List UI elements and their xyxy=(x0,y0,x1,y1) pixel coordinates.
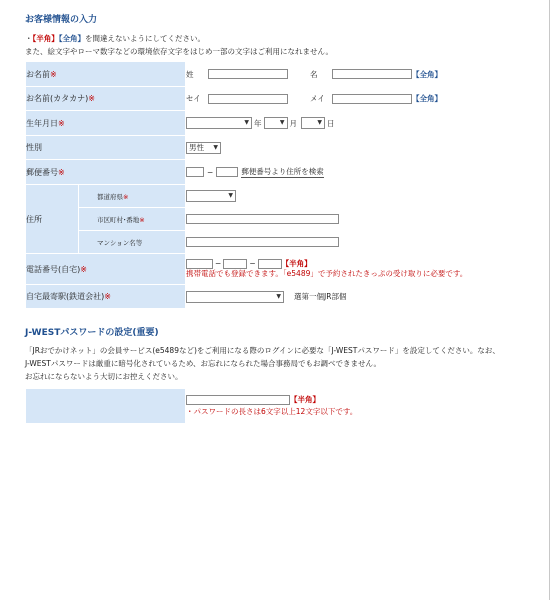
chevron-down-icon: ▼ xyxy=(244,119,250,126)
required-mark: ※ xyxy=(123,192,129,201)
required-mark: ※ xyxy=(139,215,145,224)
postal-search-button[interactable]: 郵便番号より住所を検索 xyxy=(241,167,324,176)
chevron-down-icon: ▼ xyxy=(213,143,219,151)
birth-year-select[interactable] xyxy=(186,117,252,129)
notice-line2-text: また、絵文字やローマ数字などの環境依存文字をはじめ一部の文字はご利用になれません。 xyxy=(25,47,333,56)
mei-kana-label: メイ xyxy=(310,94,325,103)
label-city: 市区町村･番地※ xyxy=(79,208,186,231)
row-prefecture xyxy=(26,185,525,208)
label-postal: 郵便番号※ xyxy=(26,160,186,185)
required-mark: ※ xyxy=(88,94,95,103)
postal-code-first-input[interactable] xyxy=(186,167,204,177)
chevron-down-icon: ▼ xyxy=(228,192,234,199)
chevron-down-icon: ▼ xyxy=(317,119,323,126)
value-kana xyxy=(186,87,525,111)
input-notice xyxy=(25,32,333,58)
section-title-password: J-WESTパスワードの設定(重要) xyxy=(25,328,159,338)
label-gender: 性別 xyxy=(26,136,186,160)
required-mark: ※ xyxy=(104,292,111,301)
phone-area-input[interactable] xyxy=(186,259,213,269)
chevron-down-icon: ▼ xyxy=(276,292,282,300)
last-name-input[interactable] xyxy=(208,69,288,79)
value-birthday xyxy=(186,111,525,136)
station-select-button[interactable]: 選第一個JR部個 xyxy=(294,292,347,301)
notice-full-width: 【全角】 xyxy=(58,34,85,43)
first-name-kana-input[interactable] xyxy=(332,94,412,104)
label-birthday: 生年月日※ xyxy=(26,111,186,136)
label-address: 住所 xyxy=(26,185,79,254)
value-city xyxy=(186,208,525,231)
last-name-kana-input[interactable] xyxy=(208,94,288,104)
phone-half-width-hint: 【半角】 xyxy=(281,258,312,268)
first-name-input[interactable] xyxy=(332,69,412,79)
row-kana xyxy=(26,87,525,111)
value-name xyxy=(186,62,525,87)
value-phone xyxy=(186,254,525,285)
row-birthday xyxy=(26,111,525,136)
prefecture-select[interactable] xyxy=(186,190,236,202)
day-unit: 日 xyxy=(327,118,335,128)
label-building: マンション名等 xyxy=(79,231,186,254)
notice-half-width: 【半角】 xyxy=(32,34,59,43)
sei-label: 姓 xyxy=(186,69,194,79)
value-postal xyxy=(186,160,525,185)
label-phone: 電話番号(自宅)※ xyxy=(26,254,186,285)
station-select[interactable] xyxy=(186,291,284,303)
password-input[interactable] xyxy=(186,395,290,405)
notice-bullet: ・ xyxy=(25,34,33,43)
city-address-input[interactable] xyxy=(186,214,339,224)
row-password xyxy=(26,389,525,424)
label-password xyxy=(26,389,186,424)
month-unit: 月 xyxy=(289,118,298,128)
postal-dash: − xyxy=(207,167,214,177)
value-password xyxy=(186,389,525,424)
name-full-width-hint: 【全角】 xyxy=(412,69,443,79)
year-unit: 年 xyxy=(254,118,262,128)
row-phone xyxy=(26,254,525,285)
chevron-down-icon: ▼ xyxy=(279,119,285,126)
row-postal xyxy=(26,160,525,185)
required-mark: ※ xyxy=(58,167,65,177)
password-desc-line1: 「JRおでかけネット」の会員サービス(e5489など)をご利用になる際のログインに必要な「J-WESTパスワード」を設定してください。なお、 xyxy=(25,346,500,355)
password-half-width-hint: 【半角】 xyxy=(290,394,320,404)
phone-exchange-input[interactable] xyxy=(223,259,247,269)
phone-note: 携帯電話でも登録できます。「e5489」で予約されたきっぷの受け取りに必要です。 xyxy=(186,269,468,279)
password-desc-line2: J-WESTパスワードは厳重に暗号化されているため、お忘れになられた場合事務局でもお調べできません。 xyxy=(25,359,381,368)
label-station: 自宅最寄駅(鉄道会社)※ xyxy=(26,285,186,309)
required-mark: ※ xyxy=(80,264,87,274)
postal-code-second-input[interactable] xyxy=(216,167,238,177)
password-form xyxy=(25,388,525,424)
label-kana: お名前(カタカナ)※ xyxy=(26,87,186,111)
phone-dash-2: − xyxy=(249,258,256,268)
password-length-note: ・パスワードの長さは6文字以上12文字以下です。 xyxy=(186,407,358,417)
row-city xyxy=(26,208,525,231)
password-desc-line3: お忘れにならないよう大切にお控えください。 xyxy=(25,372,183,381)
row-gender xyxy=(26,136,525,160)
phone-number-input[interactable] xyxy=(258,259,282,269)
value-building xyxy=(186,231,525,254)
label-name: お名前※ xyxy=(26,62,186,87)
value-station xyxy=(186,285,525,309)
label-prefecture: 都道府県※ xyxy=(79,185,186,208)
mei-label: 名 xyxy=(310,69,318,79)
phone-dash-1: − xyxy=(215,258,222,268)
birth-day-select[interactable] xyxy=(301,117,325,129)
row-name xyxy=(26,62,525,87)
gender-select[interactable]: 男性 ▼ xyxy=(186,142,221,154)
birth-month-select[interactable] xyxy=(264,117,288,129)
building-name-input[interactable] xyxy=(186,237,339,247)
row-building xyxy=(26,231,525,254)
row-station xyxy=(26,285,525,309)
notice-line1-text: を間違えないようにしてください。 xyxy=(85,34,205,43)
required-mark: ※ xyxy=(50,69,57,79)
value-gender xyxy=(186,136,525,160)
kana-full-width-hint: 【全角】 xyxy=(412,94,443,103)
required-mark: ※ xyxy=(58,118,65,128)
value-prefecture xyxy=(186,185,525,208)
customer-info-form xyxy=(25,61,525,309)
sei-kana-label: セイ xyxy=(186,94,201,103)
password-description xyxy=(25,344,500,383)
section-title-customer-info: お客様情報の入力 xyxy=(25,15,98,25)
